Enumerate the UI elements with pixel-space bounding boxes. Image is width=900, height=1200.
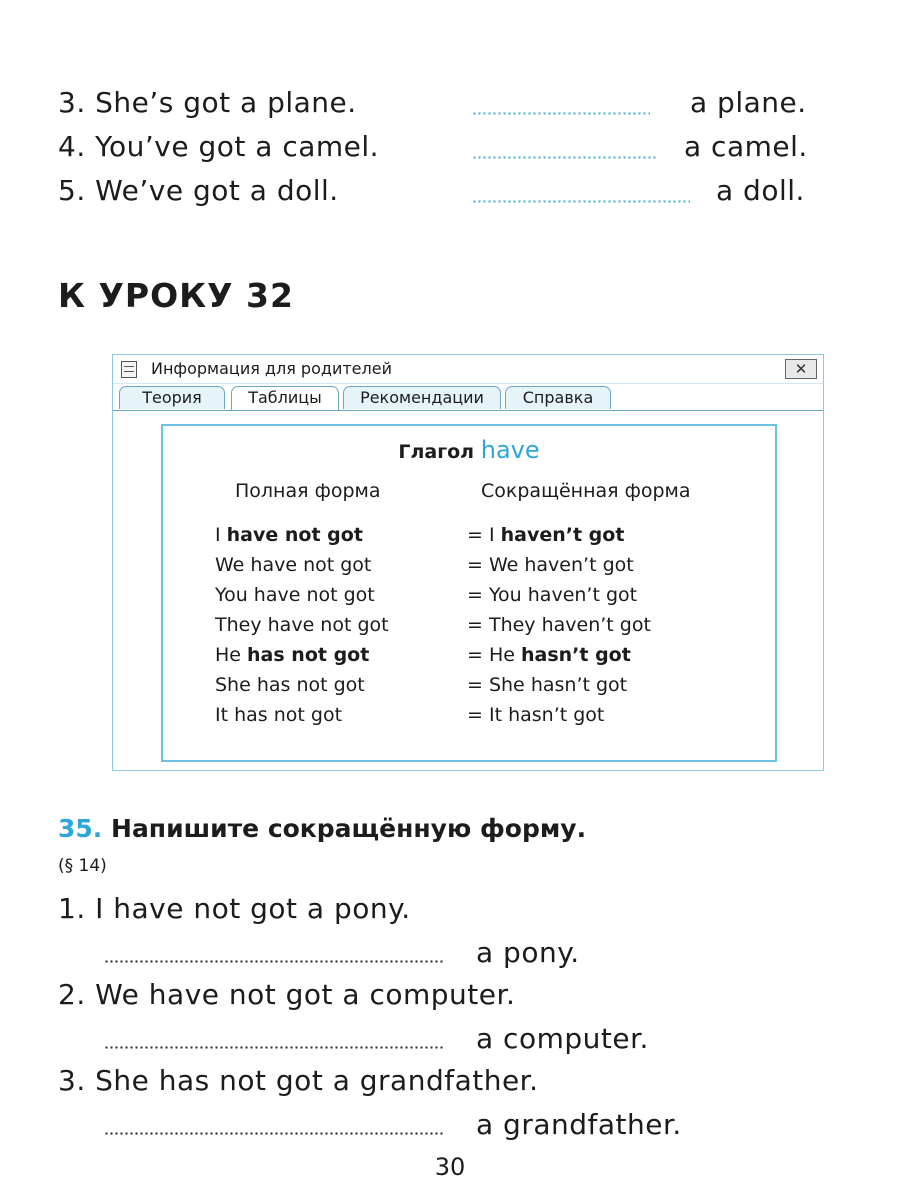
window-title: Информация для родителей: [151, 359, 392, 378]
row-full-form: has not got: [234, 704, 343, 726]
row-short-form: hasn’t got: [520, 644, 631, 666]
column-full-form: Полная форма: [235, 480, 381, 502]
exercise-item-1-answer: a pony.: [476, 936, 580, 969]
tab-recommendations[interactable]: Рекомендации: [343, 386, 501, 409]
row-subject: You: [215, 584, 248, 606]
row-subject: It: [215, 704, 229, 726]
top-item-5-answer: a doll.: [716, 174, 805, 207]
page-number: 30: [434, 1153, 466, 1181]
grammar-row-short: [467, 554, 634, 576]
row-subject: We: [215, 554, 245, 576]
grammar-panel: [161, 424, 777, 762]
tab-theory[interactable]: Теория: [119, 386, 225, 409]
grammar-row-full: [215, 584, 375, 606]
exercise-reference: (§ 14): [58, 856, 107, 876]
row-short-form: hasn’t got: [508, 704, 605, 726]
tab-help[interactable]: Справка: [505, 386, 611, 409]
document-icon: [121, 361, 137, 378]
top-item-4-text: 4. You’ve got a camel.: [58, 130, 380, 163]
row-short-form: haven’t got: [500, 524, 625, 546]
exercise-blank-1[interactable]: [104, 960, 444, 963]
row-subject: He: [215, 644, 241, 666]
row-short-subject: = It: [467, 704, 503, 726]
panel-title: [163, 436, 775, 464]
row-subject: She: [215, 674, 251, 696]
row-short-subject: = He: [467, 644, 515, 666]
column-short-form: Сокращённая форма: [481, 480, 691, 502]
exercise-blank-3[interactable]: [104, 1132, 444, 1135]
row-full-form: has not got: [247, 644, 370, 666]
row-short-subject: = I: [467, 524, 495, 546]
row-full-form: has not got: [256, 674, 365, 696]
grammar-row-short: [467, 704, 604, 726]
top-item-3-text: 3. She’s got a plane.: [58, 86, 357, 119]
row-short-form: hasn’t got: [530, 674, 628, 696]
exercise-item-3-answer: a grandfather.: [476, 1108, 682, 1141]
grammar-row-full: [215, 704, 342, 726]
row-subject: They: [215, 614, 262, 636]
info-window: [112, 354, 824, 771]
grammar-row-short: [467, 524, 624, 546]
exercise-item-1-text: 1. I have not got a pony.: [58, 892, 411, 925]
row-full-form: have not got: [250, 554, 372, 576]
row-short-subject: = They: [467, 614, 536, 636]
exercise-item-3-text: 3. She has not got a grandfather.: [58, 1064, 539, 1097]
grammar-row-full: [215, 554, 371, 576]
close-button[interactable]: ✕: [785, 359, 817, 379]
exercise-heading: [58, 814, 586, 843]
row-short-form: haven’t got: [541, 614, 651, 636]
panel-title-prefix: Глагол: [398, 441, 475, 463]
grammar-row-short: [467, 674, 627, 696]
tab-divider: [113, 410, 823, 411]
exercise-item-2-answer: a computer.: [476, 1022, 649, 1055]
row-subject: I: [215, 524, 221, 546]
answer-blank-4[interactable]: [472, 156, 656, 159]
row-short-subject: = You: [467, 584, 522, 606]
row-full-form: have not got: [253, 584, 375, 606]
exercise-item-2-text: 2. We have not got a computer.: [58, 978, 516, 1011]
row-full-form: have not got: [226, 524, 363, 546]
window-titlebar: [113, 355, 823, 384]
top-item-4-answer: a camel.: [684, 130, 808, 163]
answer-blank-3[interactable]: [472, 112, 650, 115]
answer-blank-5[interactable]: [472, 200, 690, 203]
top-item-3-answer: a plane.: [690, 86, 807, 119]
panel-title-verb: have: [480, 436, 540, 464]
row-short-form: haven’t got: [524, 554, 634, 576]
lesson-heading: К УРОКУ 32: [58, 276, 294, 315]
exercise-number: 35.: [58, 814, 103, 843]
tab-tables[interactable]: Таблицы: [231, 386, 339, 410]
grammar-row-full: [215, 614, 389, 636]
exercise-title: Напишите сокращённую форму.: [111, 814, 587, 843]
row-full-form: have not got: [267, 614, 389, 636]
grammar-row-full: [215, 644, 369, 666]
row-short-subject: = She: [467, 674, 525, 696]
row-short-subject: = We: [467, 554, 519, 576]
exercise-blank-2[interactable]: [104, 1046, 444, 1049]
grammar-row-full: [215, 524, 363, 546]
grammar-row-short: [467, 644, 631, 666]
grammar-row-short: [467, 584, 637, 606]
grammar-row-short: [467, 614, 651, 636]
grammar-row-full: [215, 674, 365, 696]
top-item-5-text: 5. We’ve got a doll.: [58, 174, 339, 207]
row-short-form: haven’t got: [527, 584, 638, 606]
